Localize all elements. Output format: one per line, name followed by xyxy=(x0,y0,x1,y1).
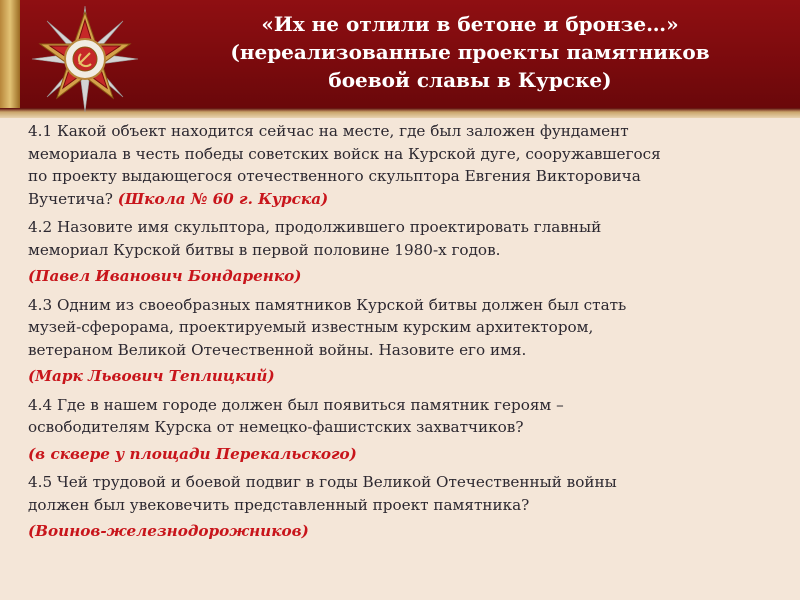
answer-text: (Марк Львович Теплицкий) xyxy=(28,367,275,385)
question-line-end: Вучетича? xyxy=(28,189,118,208)
question-4-1 xyxy=(28,120,780,210)
question-line: по проекту выдающегося отечественного скульптора Евгения Викторовича xyxy=(28,167,641,185)
question-line: 4.5 Чей трудовой и боевой подвиг в годы Великой Отечественный войны xyxy=(28,473,617,491)
question-line: музей-сферорама, проектируемый известным курским архитектором, xyxy=(28,318,594,336)
question-4-5 xyxy=(28,471,780,543)
question-line: ветераном Великой Отечественной войны. Назовите его имя. xyxy=(28,340,527,359)
question-line: 4.3 Одним из своеобразных памятников Курской битвы должен был стать xyxy=(28,295,627,314)
title-line-3: боевой славы в Курске) xyxy=(328,68,612,92)
question-4-2 xyxy=(28,216,780,288)
answer-text: (Школа № 60 г. Курска) xyxy=(117,189,329,208)
answer-text: (в сквере у площади Перекальского) xyxy=(28,444,357,463)
question-line: 4.1 Какой объект находится сейчас на месте, где был заложен фундамент xyxy=(28,122,629,140)
question-line xyxy=(28,188,780,211)
answer-text: (Павел Иванович Бондаренко) xyxy=(28,267,302,285)
medal-ribbon-edge xyxy=(0,0,20,108)
slide-title xyxy=(170,10,770,94)
question-line: должен был увековечить представленный проект памятника? xyxy=(28,495,530,514)
question-line: 4.4 Где в нашем городе должен был появиться памятник героям – xyxy=(28,395,564,414)
question-line: 4.2 Назовите имя скульптора, продолжившего проектировать главный xyxy=(28,218,602,236)
question-4-4 xyxy=(28,394,780,466)
title-line-2: (нереализованные проекты памятников xyxy=(230,40,710,64)
quiz-content xyxy=(28,120,780,549)
order-of-patriotic-war-star-icon xyxy=(30,4,140,114)
question-line: освободителям Курска от немецко-фашистских захватчиков? xyxy=(28,418,524,436)
title-line-1: «Их не отлили в бетоне и бронзе…» xyxy=(261,12,679,36)
answer-text: (Воинов-железнодорожников) xyxy=(28,522,309,540)
question-line: мемориал Курской битвы в первой половине 1980-х годов. xyxy=(28,240,501,259)
question-line: мемориала в честь победы советских войск на Курской дуге, сооружавшегося xyxy=(28,144,661,163)
question-4-3 xyxy=(28,294,780,388)
